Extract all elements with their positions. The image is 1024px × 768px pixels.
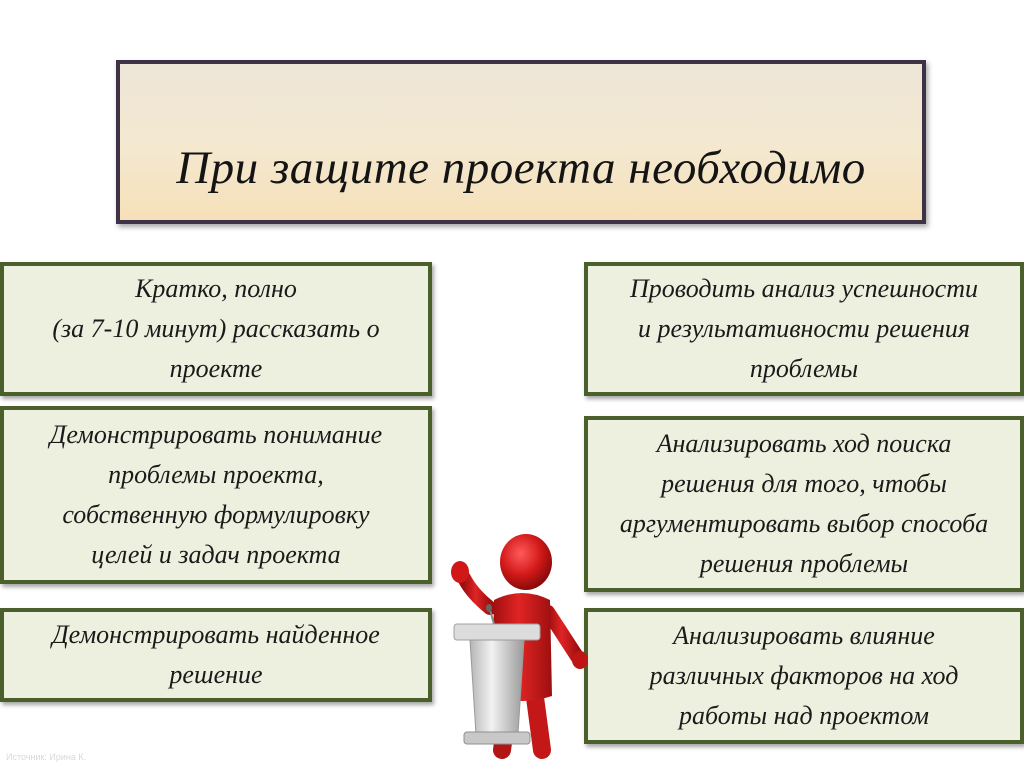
speaker-at-podium-icon (430, 520, 590, 760)
card-demonstrate-understanding: Демонстрировать понимание проблемы проекта, собственную формулировку целей и задач проекта (0, 406, 432, 584)
card-analyze-success: Проводить анализ успешности и результативности решения проблемы (584, 262, 1024, 396)
watermark: Источник: Ирина К. (6, 752, 87, 762)
slide-title: При защите проекта необходимо (176, 142, 866, 194)
card-analyze-search: Анализировать ход поиска решения для того, чтобы аргументировать выбор способа решения проблемы (584, 416, 1024, 592)
title-box (116, 60, 926, 224)
card-analyze-factors: Анализировать влияние различных факторов на ход работы над проектом (584, 608, 1024, 744)
card-demonstrate-solution: Демонстрировать найденное решение (0, 608, 432, 702)
card-brief-presentation: Кратко, полно (за 7-10 минут) рассказать о проекте (0, 262, 432, 396)
